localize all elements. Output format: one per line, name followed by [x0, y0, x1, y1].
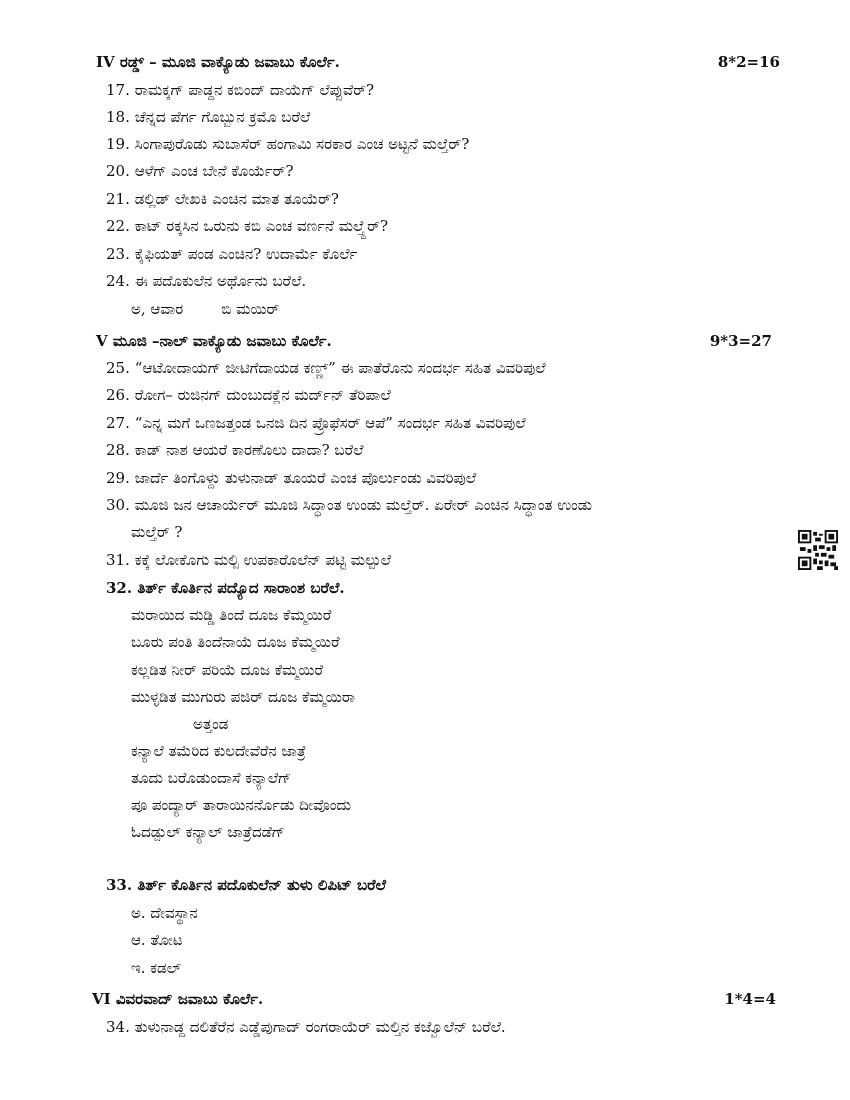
question-text: ಸಿಂಗಾಪುರೊಡು ಸುಬಾಸೆರ್ ಹಂಗಾಮಿ ಸರಕಾರ ಎಂಚ ಅಟ್ಟನೆ ಮಲ್ತೆರ್? — [134, 135, 470, 153]
question-24-options: ಅ, ಆವಾರ ಬಿ ಮಯಿರ್ — [131, 300, 280, 318]
question-number: 30. — [106, 496, 130, 514]
section-vi-title: VI ವಿವರವಾದ್ ಜವಾಬು ಕೊರ್ಲೆ. — [92, 990, 264, 1008]
question-text: “ಎನ್ನ ಮಗೆ ಒಣಜತ್ತಂಡ ಒನಜಿ ದಿನ ಪ್ರೊಫೆಸರ್ ಆಪೆ” ಸಂದರ್ಭ ಸಹಿತ ವಿವರಿಪುಲೆ — [134, 414, 526, 432]
poem-line: ಕನ್ಯಾಲೆ ತಮೆರಿದ ಕುಲದೇವೆರೆನ ಜಾತ್ರೆ — [131, 742, 307, 760]
question-number: 20. — [106, 162, 130, 180]
question-33-option: ಆ. ತೋಟ — [131, 931, 183, 949]
question-number: 19. — [106, 135, 130, 153]
question-text: ಕಾಡ್ ನಾಶ ಆಯರೆ ಕಾರಣೊಲು ದಾದಾ? ಬರೆಲೆ — [134, 441, 364, 459]
question-text: ಕಕ್ಕೆ ಲೋಕೊಗು ಮಲ್ಪಿ ಉಪಕಾರೊಲೆನ್ ಪಟ್ಟಿ ಮಲ್ಪುಲೆ — [134, 551, 392, 569]
question-number: 27. — [106, 414, 130, 432]
poem-line: ಪೂ ಪಂದ್ಯಾರ್ ತಾರಾಯಿನರ್ನೊಡು ದೀವೊಂದು — [131, 796, 351, 814]
poem-line: ತೂದು ಬರೊಡುಂದಾಸೆ ಕನ್ಯಾಲೆಗ್ — [131, 769, 292, 787]
question-number: 31. — [106, 551, 130, 569]
question-number: 17. — [106, 81, 130, 99]
question-text: ಚೆನ್ನದ ಪೆರ್ಗ ಗೊಬ್ಬುನ ಕ್ರಮೊ ಬರೆಲೆ — [134, 108, 311, 126]
section-v-heading — [96, 329, 780, 353]
question-32 — [106, 576, 766, 600]
question-text: ತಿರ್ತ್ ಕೊರ್ತಿನ ಪದೊಕುಲೆನ್ ತುಳು ಲಿಪಿಟ್ ಬರೆಲೆ — [137, 876, 386, 894]
question-24 — [106, 269, 766, 293]
question-28 — [106, 438, 766, 462]
question-27 — [106, 411, 766, 435]
question-number: 21. — [106, 190, 130, 208]
question-19 — [106, 132, 766, 156]
question-26 — [106, 383, 766, 407]
poem-line: ಮುಳ್ಳಡಿತ ಮುಗುರು ಪಜಿರ್ ದೂಜ ಕೆಮ್ಮಯಿರಾ — [131, 688, 356, 706]
question-33-option: ಅ. ದೇವಸ್ಥಾನ — [131, 904, 198, 922]
question-number: 29. — [106, 469, 130, 487]
question-18 — [106, 105, 766, 129]
question-number: 24. — [106, 272, 130, 290]
question-23 — [106, 242, 766, 266]
question-number: 33. — [106, 876, 133, 894]
question-text: ತಿರ್ತ್ ಕೊರ್ತಿನ ಪದ್ಯೊದ ಸಾರಾಂಶ ಬರೆಲೆ. — [137, 579, 345, 597]
question-29 — [106, 466, 766, 490]
question-number: 18. — [106, 108, 130, 126]
question-text: ಮೂಜಿ ಜನ ಆಚಾರ್ಯೆರ್ ಮೂಜಿ ಸಿದ್ಧಾಂತ ಉಂಡು ಮಲ್ತೆರ್. ಏರೇರ್ ಎಂಚಿನ ಸಿದ್ಧಾಂತ ಉಂಡು — [134, 496, 593, 514]
question-17 — [106, 78, 766, 102]
section-v-marks: 9*3=27 — [709, 332, 772, 350]
question-text: ತುಳುನಾಡ್ದ ದಲಿತೆರೆನ ಎಡ್ಡೆಪುಗಾದ್ ರಂಗರಾಯೆರ್ ಮಲ್ತಿನ ಕಜ್ವೊಲೆನ್ ಬರೆಲೆ. — [134, 1018, 506, 1036]
section-iv-title: IV ರಡ್ಡ್ – ಮೂಜಿ ವಾಕ್ಯೊಡು ಜವಾಬು ಕೊರ್ಲೆ. — [96, 53, 340, 71]
section-iv-heading — [96, 50, 780, 74]
question-number: 26. — [106, 386, 130, 404]
question-21 — [106, 187, 766, 211]
question-text: ಕೈಫಿಯತ್ ಪಂಡ ಎಂಚಿನ? ಉದಾರ್ಮೆ ಕೊರ್ಲೆ — [134, 245, 358, 263]
question-number: 25. — [106, 359, 130, 377]
section-iv-marks: 8*2=16 — [717, 53, 780, 71]
question-31 — [106, 548, 766, 572]
section-vi-marks: 1*4=4 — [724, 990, 776, 1008]
section-vi-heading — [92, 987, 776, 1011]
question-text: ಡಲ್ಲಿಡ್ ಲೇಖಕಿ ಎಂಚಿನ ಮಾತ ತೂಯೆರ್? — [134, 190, 339, 208]
question-number: 34. — [106, 1018, 130, 1036]
question-25 — [106, 356, 766, 380]
poem-line: ಮರಾಯಿದ ಮಡ್ಡಿ ತಿಂದೆ ದೂಜ ಕೆಮ್ಮಯಿರೆ — [131, 606, 332, 624]
question-number: 28. — [106, 441, 130, 459]
question-text: ರೋಗ– ರುಜಿನಗ್ ದುಂಬುದಕ್ಲೆನ ಮರ್ದ್‌ನ್ ತೆರಿಪಾಲೆ — [134, 386, 391, 404]
question-30 — [106, 493, 766, 517]
question-30-continuation: ಮಲ್ತೆರ್ ? — [131, 523, 183, 541]
qr-code-icon — [798, 530, 838, 570]
question-text: ಕಾಟ್ ರಕ್ಕಸಿನ ಒರುನು ಕಬಿ ಎಂಚ ವರ್ಣನೆ ಮಲ್ತ್ದೆರ್? — [134, 217, 388, 235]
question-text: ಆಳೆಗ್ ಎಂಚ ಬೇನೆ ಕೊರ್ಯೆರ್? — [134, 162, 294, 180]
poem-line: ಬೂರು ಪಂತಿ ತಿಂದೆನಾಯೆ ದೂಜ ಕೆಮ್ಮಯಿರೆ — [131, 633, 340, 651]
question-20 — [106, 159, 766, 183]
question-text: ಜಾರ್ದೆ ತಿಂಗೊಳ್ದು ತುಳುನಾಡ್ ತೂಯರೆ ಎಂಚ ಪೊರ್ಲುಂಡು ವಿವರಿಪುಲೆ — [134, 469, 477, 487]
question-number: 23. — [106, 245, 130, 263]
question-33 — [106, 873, 766, 897]
question-number: 22. — [106, 217, 130, 235]
poem-line: ಅತ್ತಂಡ — [193, 715, 229, 733]
question-33-option: ಇ. ಕಡಲ್ — [131, 959, 182, 977]
question-text: “ಆಟೋದಾಯಗ್ ಜೀಟಿಗೆದಾಯಡ ಕಣ್ಣ್” ಈ ಪಾತೆರೊನು ಸಂದರ್ಭ ಸಹಿತ ವಿವರಿಪುಲೆ — [134, 359, 546, 377]
question-number: 32. — [106, 579, 133, 597]
question-34 — [106, 1015, 766, 1039]
question-22 — [106, 214, 766, 238]
poem-line: ಕಲ್ಲಡಿತ ನೀರ್ ಪರಿಯೆ ದೂಜ ಕೆಮ್ಮಯಿರೆ — [131, 661, 324, 679]
section-v-title: V ಮೂಜಿ –ನಾಲ್ ವಾಕ್ಯೊಡು ಜವಾಬು ಕೊರ್ಲೆ. — [96, 332, 332, 350]
question-text: ಈ ಪದೊಕುಲೆನ ಅರ್ಥೊನು ಬರೆಲೆ. — [134, 272, 307, 290]
question-text: ರಾಮಕ್ಕಗ್ ಪಾಡ್ದನ ಕಬಿಂದ್ ದಾಯೆಗ್ ಲೆಪ್ಪುವೆರ್? — [134, 81, 375, 99]
poem-line: ಓದಡ್ಪುಲ್ ಕನ್ಯಾಲ್ ಜಾತ್ರೆದಡೆಗ್ — [131, 823, 285, 841]
